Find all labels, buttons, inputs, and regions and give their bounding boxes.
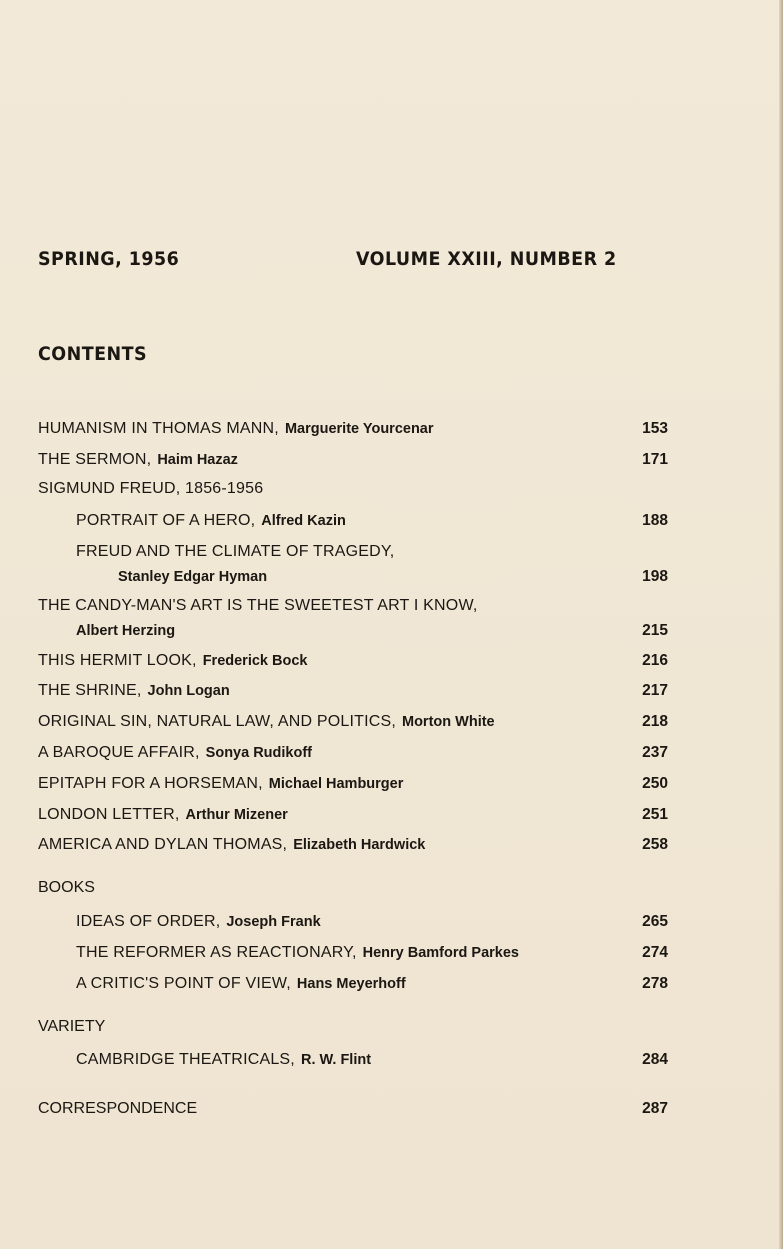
entry-author: Henry Bamford Parkes [362,945,519,961]
toc-entry [38,913,668,935]
issue-date: SPRING, 1956 [38,248,180,270]
entry-author: Haim Hazaz [157,452,238,468]
entry-author: John Logan [147,683,230,699]
entry-title: HUMANISM IN THOMAS MANN, [38,420,279,437]
entry-page: 284 [642,1051,668,1068]
toc-entry [38,836,668,858]
entry-page: 217 [642,682,668,699]
entry-page: 218 [642,713,668,730]
toc-entry [38,622,668,644]
entry-page: 278 [642,975,668,992]
entry-title: EPITAPH FOR A HORSEMAN, [38,775,263,792]
toc-section [38,480,668,502]
entry-page: 251 [642,806,668,823]
entry-page: 216 [642,652,668,669]
entry-page: 237 [642,744,668,761]
volume-number: VOLUME XXIII, NUMBER 2 [355,248,617,270]
toc-entry [38,806,668,828]
entry-author: Michael Hamburger [268,776,404,792]
entry-author: R. W. Flint [300,1052,372,1068]
entry-page: 287 [642,1100,668,1117]
entry-author: Sonya Rudikoff [205,745,313,761]
entry-title: THE SHRINE, [38,682,142,699]
toc-entry [38,744,668,766]
entry-title: A CRITIC'S POINT OF VIEW, [76,975,291,992]
entry-page: 215 [642,622,668,639]
entry-title: AMERICA AND DYLAN THOMAS, [38,836,288,853]
entry-author: Marguerite Yourcenar [284,421,434,437]
entry-author: Alfred Kazin [261,513,346,529]
entry-title: THIS HERMIT LOOK, [38,652,197,669]
entry-page: 171 [642,451,668,468]
toc-entry [38,512,668,534]
entry-title: THE CANDY-MAN'S ART IS THE SWEETEST ART I KNOW, [38,597,478,614]
entry-author: Hans Meyerhoff [296,976,406,992]
toc-entry [38,1051,668,1073]
toc-entry [38,543,668,565]
entry-title: CAMBRIDGE THEATRICALS, [76,1051,295,1068]
entry-title: A BAROQUE AFFAIR, [38,744,200,761]
entry-title: PORTRAIT OF A HERO, [76,512,256,529]
toc-entry [38,713,668,735]
toc-entry [38,975,668,997]
entry-title: THE REFORMER AS REACTIONARY, [76,944,357,961]
page-edge [779,0,783,1249]
entry-page: 265 [642,913,668,930]
variety-section-label: VARIETY [38,1018,106,1035]
toc-entry [38,568,668,590]
entry-title: FREUD AND THE CLIMATE OF TRAGEDY, [76,543,395,560]
entry-title: LONDON LETTER, [38,806,180,823]
entry-page: 274 [642,944,668,961]
books-section-label: BOOKS [38,879,95,896]
entry-title: THE SERMON, [38,451,152,468]
toc-entry [38,652,668,674]
entry-author: Joseph Frank [226,914,321,930]
entry-page: 188 [642,512,668,529]
toc-entry [38,775,668,797]
toc-entry [38,944,668,966]
toc-entry [38,420,668,442]
entry-title: CORRESPONDENCE [38,1100,198,1117]
entry-author: Elizabeth Hardwick [293,837,426,853]
entry-author: Arthur Mizener [185,807,288,823]
toc-entry [38,682,668,704]
entry-title: ORIGINAL SIN, NATURAL LAW, AND POLITICS, [38,713,396,730]
contents-heading: CONTENTS [38,343,148,365]
entry-title: SIGMUND FREUD, 1856-1956 [38,480,264,497]
correspondence-entry [38,1100,668,1122]
entry-page: 153 [642,420,668,437]
entry-author: Frederick Bock [202,653,308,669]
toc-entry [38,451,668,473]
entry-author: Albert Herzing [76,623,176,639]
entry-page: 258 [642,836,668,853]
entry-title: IDEAS OF ORDER, [76,913,221,930]
entry-author: Stanley Edgar Hyman [118,569,268,585]
issue-header [38,248,617,274]
entry-author: Morton White [402,714,495,730]
entry-page: 198 [642,568,668,585]
entry-page: 250 [642,775,668,792]
toc-entry [38,597,668,619]
